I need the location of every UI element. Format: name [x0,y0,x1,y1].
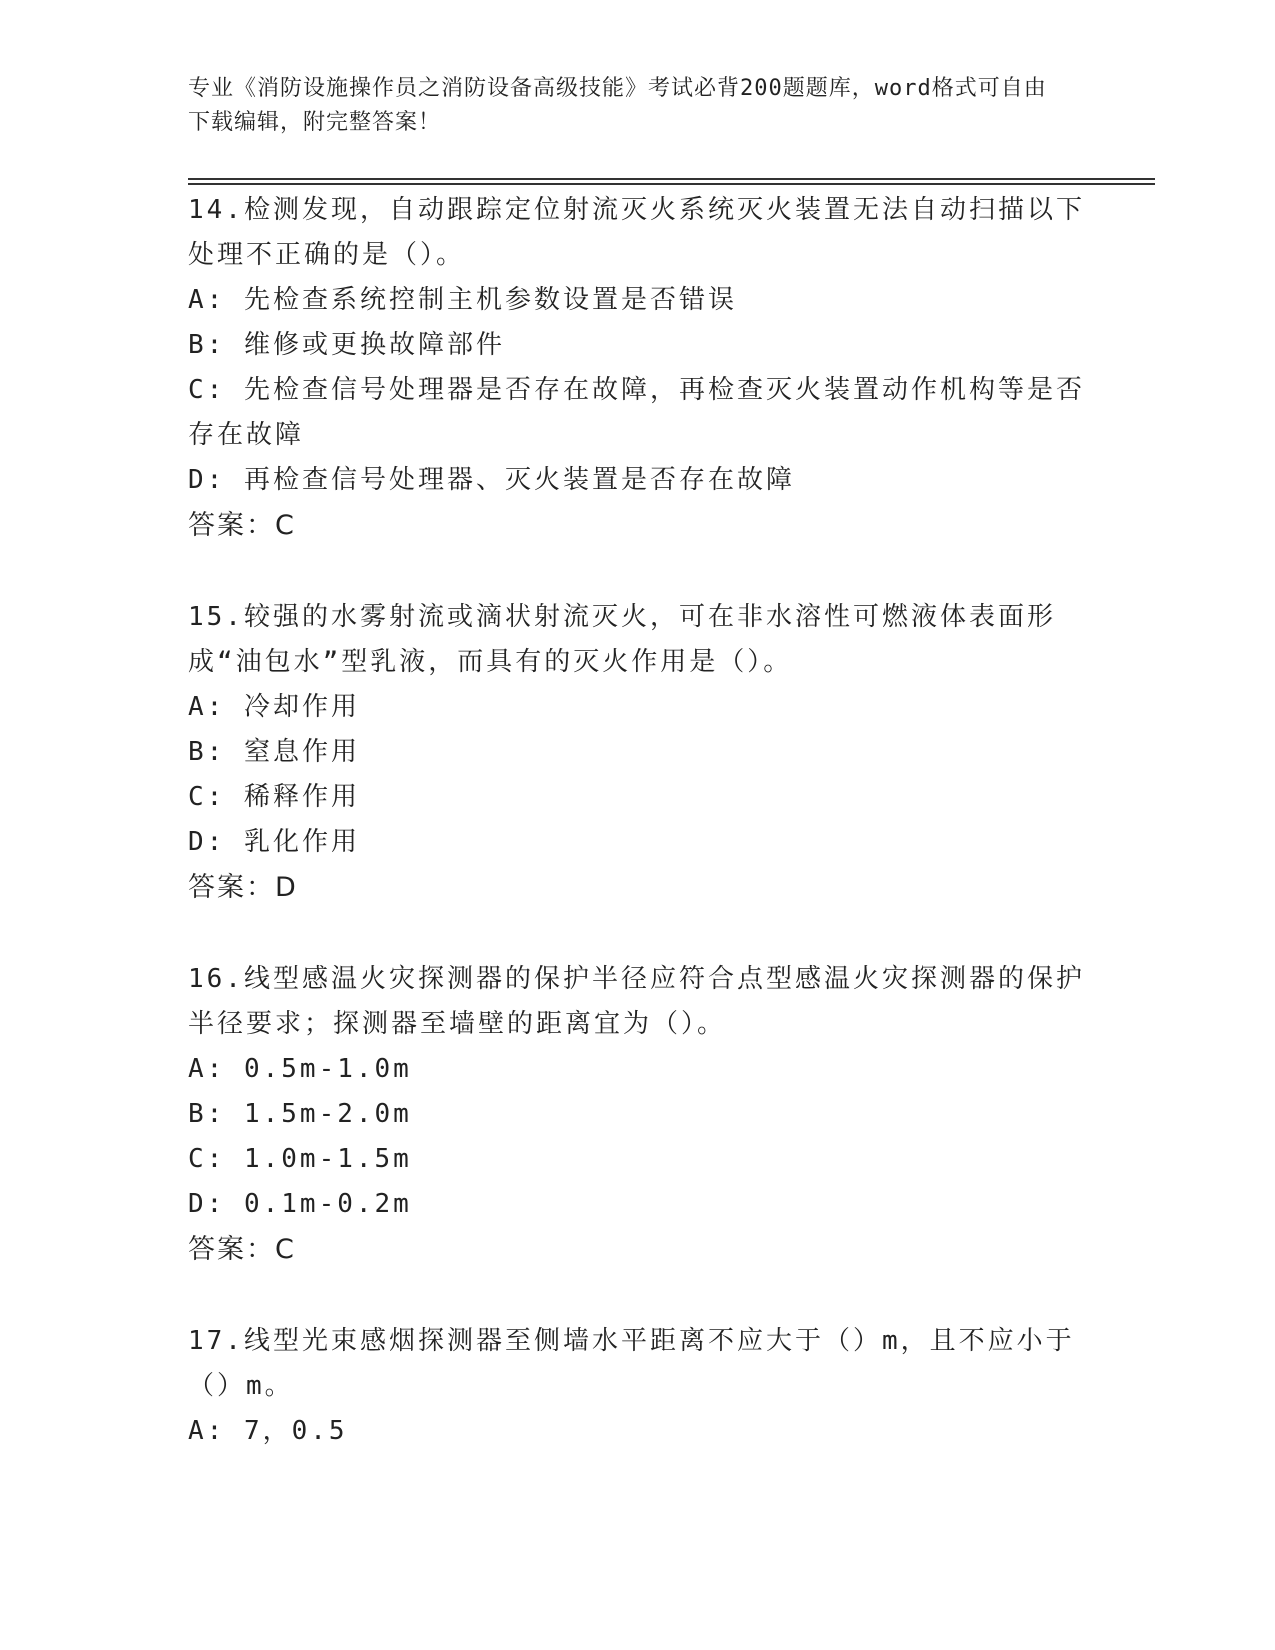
question-text: 15.较强的水雾射流或滴状射流灭火，可在非水溶性可燃液体表面形成“油包水”型乳液，而具有的灭火作用是（）。 [188,602,1056,677]
question-text: 17.线型光束感烟探测器至侧墙水平距离不应大于（）m，且不应小于（）m。 [188,1326,1075,1401]
option-c: C: 1.0m-1.5m [188,1144,412,1174]
header-divider-top [188,178,1155,180]
header-divider-bottom [188,183,1155,185]
question-14 [188,188,1088,548]
option-c: C: 稀释作用 [188,782,360,812]
question-spacer [188,910,1088,957]
answer-label: 答案：C [188,510,296,541]
question-spacer [188,1272,1088,1319]
answer-label: 答案：C [188,1234,296,1265]
question-text: 16.线型感温火灾探测器的保护半径应符合点型感温火灾探测器的保护半径要求；探测器至墙壁的距离宜为（）。 [188,964,1085,1039]
question-17 [188,1319,1088,1454]
question-spacer [188,548,1088,595]
question-16 [188,957,1088,1272]
question-list [188,188,1088,1454]
option-a: A: 冷却作用 [188,692,360,722]
option-a: A: 0.5m-1.0m [188,1054,412,1084]
answer-label: 答案：D [188,872,298,903]
option-a: A: 先检查系统控制主机参数设置是否错误 [188,285,737,315]
option-d: D: 乳化作用 [188,827,360,857]
document-header: 专业《消防设施操作员之消防设备高级技能》考试必背200题题库，word格式可自由下载编辑，附完整答案！ [188,76,1047,135]
option-b: B: 1.5m-2.0m [188,1099,412,1129]
option-d: D: 0.1m-0.2m [188,1189,412,1219]
option-b: B: 窒息作用 [188,737,360,767]
question-text: 14.检测发现，自动跟踪定位射流灭火系统灭火装置无法自动扫描以下处理不正确的是（）。 [188,195,1085,270]
option-c: C: 先检查信号处理器是否存在故障，再检查灭火装置动作机构等是否存在故障 [188,375,1085,450]
question-15 [188,595,1088,910]
option-b: B: 维修或更换故障部件 [188,330,505,360]
option-a: A: 7，0.5 [188,1416,348,1446]
option-d: D: 再检查信号处理器、灭火装置是否存在故障 [188,465,795,495]
